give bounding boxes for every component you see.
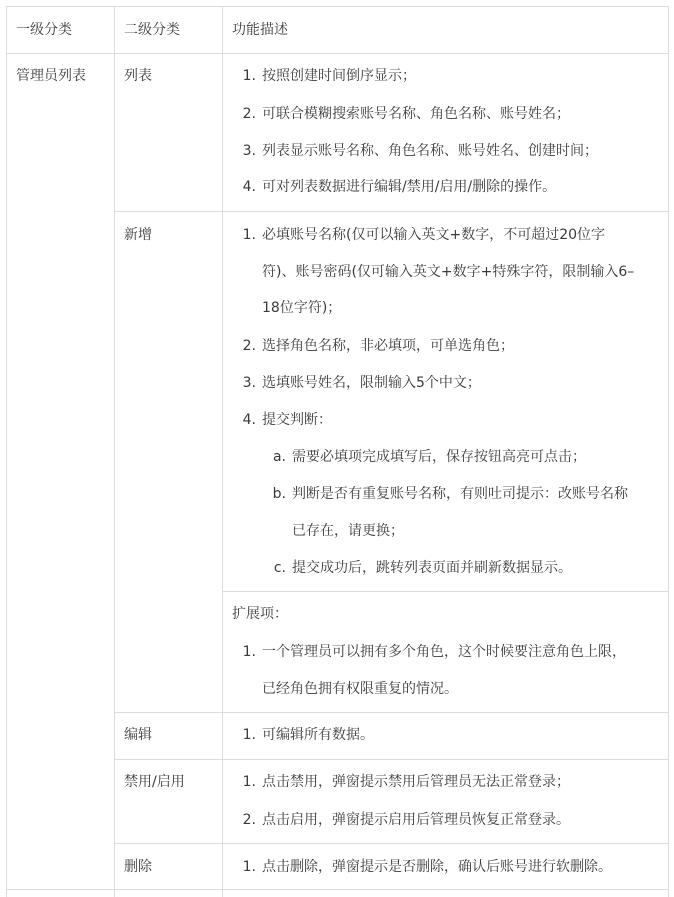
table-border-bottom (6, 889, 669, 890)
header-level2: 二级分类 (124, 22, 180, 38)
header-divider (6, 53, 669, 54)
row-divider-toggle (114, 843, 669, 844)
table-border-left (6, 6, 7, 897)
extension-title: 扩展项： (232, 606, 288, 622)
header-level1: 一级分类 (16, 22, 72, 38)
row-divider-list (114, 211, 669, 212)
level2-add: 新增 (124, 227, 152, 243)
table-border-right (668, 6, 669, 897)
column-divider-2 (222, 6, 223, 897)
level2-delete: 删除 (124, 859, 152, 875)
row-divider-add (114, 712, 669, 713)
level2-edit: 编辑 (124, 727, 152, 743)
level1-admin-list: 管理员列表 (16, 68, 86, 84)
level2-list: 列表 (124, 68, 152, 84)
level2-toggle: 禁用/启用 (124, 774, 185, 790)
row-divider-extension (222, 591, 669, 592)
row-divider-edit (114, 759, 669, 760)
table-border-top (6, 6, 669, 7)
column-divider-1 (114, 6, 115, 897)
header-description: 功能描述 (232, 22, 288, 38)
